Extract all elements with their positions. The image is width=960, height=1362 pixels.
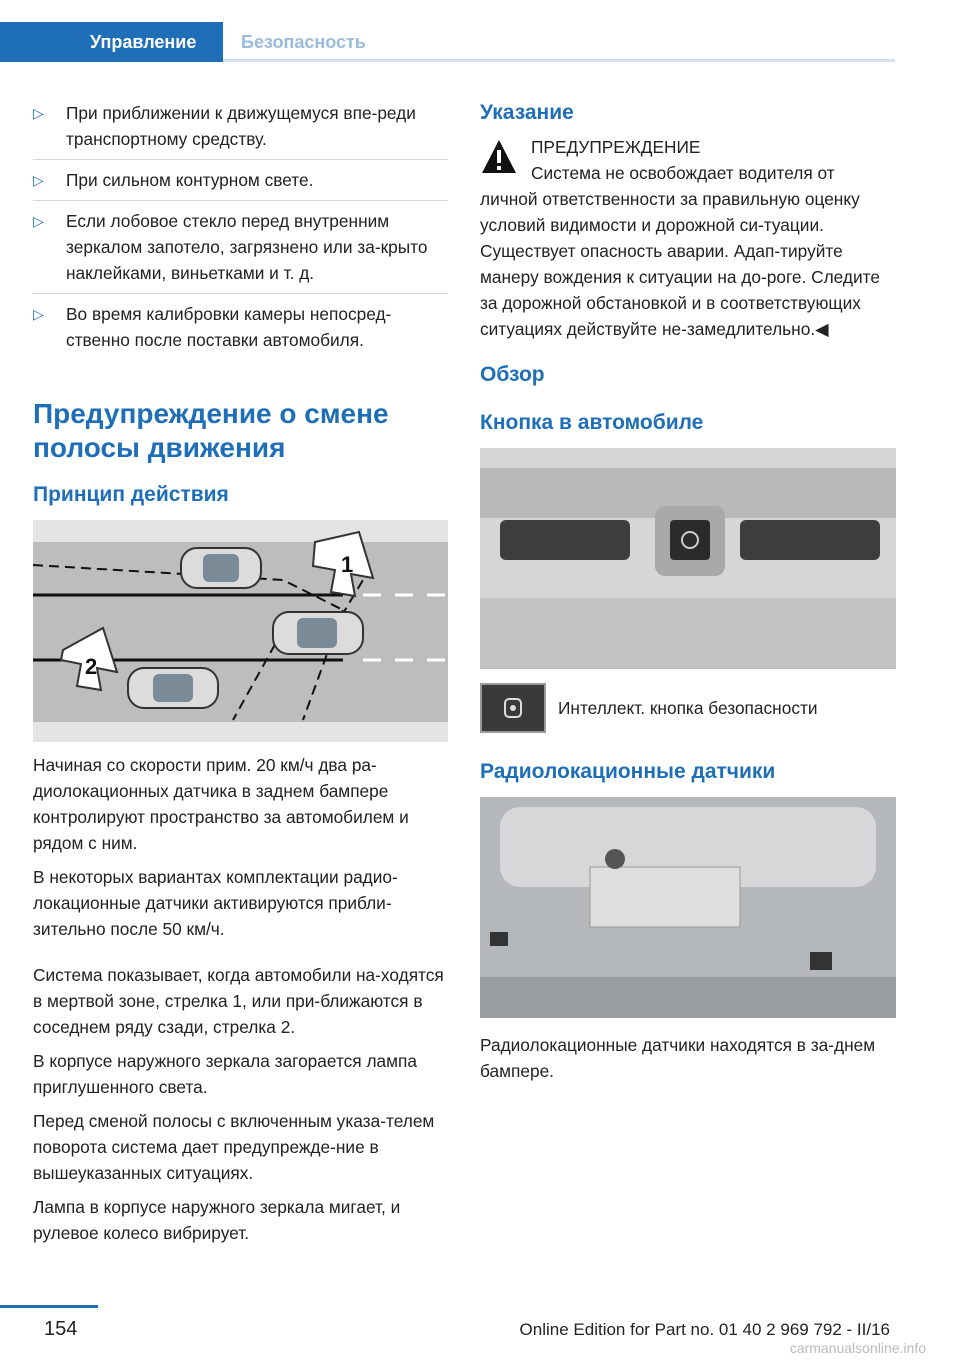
list-item: ▷ При сильном контурном свете. [33, 167, 448, 193]
paragraph: Начиная со скорости прим. 20 км/ч два ра-диолокационных датчика в заднем бампере контролируют пространство за автомобилем и рядом с ним. [33, 755, 409, 853]
divider [33, 159, 448, 160]
note-title: Указание [480, 101, 574, 124]
warning-text: личной ответственности за правильную оценку условий видимости и дорожной си-туации. Существует опасность аварии. Адап-тируйте манеру вождения к ситуации на до-роге. Следите за дорожной обстановкой и в соответствующих ситуациях действуйте не-замедлительно.◀ [480, 189, 880, 339]
paragraph: В некоторых вариантах комплектации радио-локационные датчики активируются прибли-зительно после 50 км/ч. [33, 867, 398, 939]
safety-button-row [480, 683, 896, 733]
list-item: ▷ Если лобовое стекло перед внутренним зеркалом запотело, загрязнено или за-крыто наклейками, виньетками и т. д. [33, 208, 448, 286]
warning-heading: ПРЕДУПРЕЖДЕНИЕ [531, 137, 701, 157]
dashboard-photo [480, 448, 896, 669]
paragraph: В корпусе наружного зеркала загорается лампа приглушенного света. [33, 1051, 418, 1097]
paragraph: Система показывает, когда автомобили на-ходятся в мертвой зоне, стрелка 1, или при-ближаются в соседнем ряду сзади, стрелка 2. [33, 965, 444, 1037]
warning-first-line: Система не освобождает водителя от [531, 163, 835, 183]
left-column [33, 100, 448, 1254]
tab-safety[interactable]: Безопасность [241, 32, 366, 52]
list-item: ▷ При приближении к движущемуся впе-реди транспортному средству. [33, 100, 448, 152]
button-title: Кнопка в автомобиле [480, 411, 704, 434]
lane-change-diagram [33, 520, 448, 742]
radar-caption: Радиолокационные датчики находятся в за-днем бампере. [480, 1035, 876, 1081]
tab-controls[interactable]: Управление [0, 22, 223, 62]
tab-underline [223, 59, 895, 62]
edition-text: Online Edition for Part no. 01 40 2 969 792 - II/16 [519, 1320, 890, 1339]
divider [33, 293, 448, 294]
radar-title: Радиолокационные датчики [480, 760, 776, 783]
section-title: Предупреждение о смене полосы движения [33, 398, 389, 463]
overview-title: Обзор [480, 363, 545, 386]
header-tabs [0, 22, 895, 62]
paragraph: Лампа в корпусе наружного зеркала мигает, и рулевое колесо вибрирует. [33, 1197, 401, 1243]
car-top [181, 548, 261, 588]
paragraph: Перед сменой полосы с включенным указа-телем поворота система дает предупрежде-ние в вышеуказанных ситуациях. [33, 1111, 435, 1183]
arrow-label-2: 2 [85, 654, 98, 679]
subsection-title: Принцип действия [33, 483, 229, 506]
page-number: 154 [44, 1318, 78, 1340]
right-column [480, 100, 896, 1092]
divider [33, 200, 448, 201]
car-middle [273, 612, 363, 654]
watermark: carmanualsonline.info [789, 1340, 926, 1356]
rear-bumper-photo [480, 797, 896, 1018]
car-bottom [128, 668, 218, 708]
list-item: ▷ Во время калибровки камеры непосред-ственно после поставки автомобиля. [33, 301, 448, 353]
warning-block [480, 134, 896, 186]
safety-button-icon [480, 683, 546, 733]
button-caption: Интеллект. кнопка безопасности [558, 697, 818, 718]
warning-triangle-icon [480, 138, 518, 176]
footer-rule [0, 1305, 98, 1308]
arrow-label-1: 1 [341, 552, 354, 577]
